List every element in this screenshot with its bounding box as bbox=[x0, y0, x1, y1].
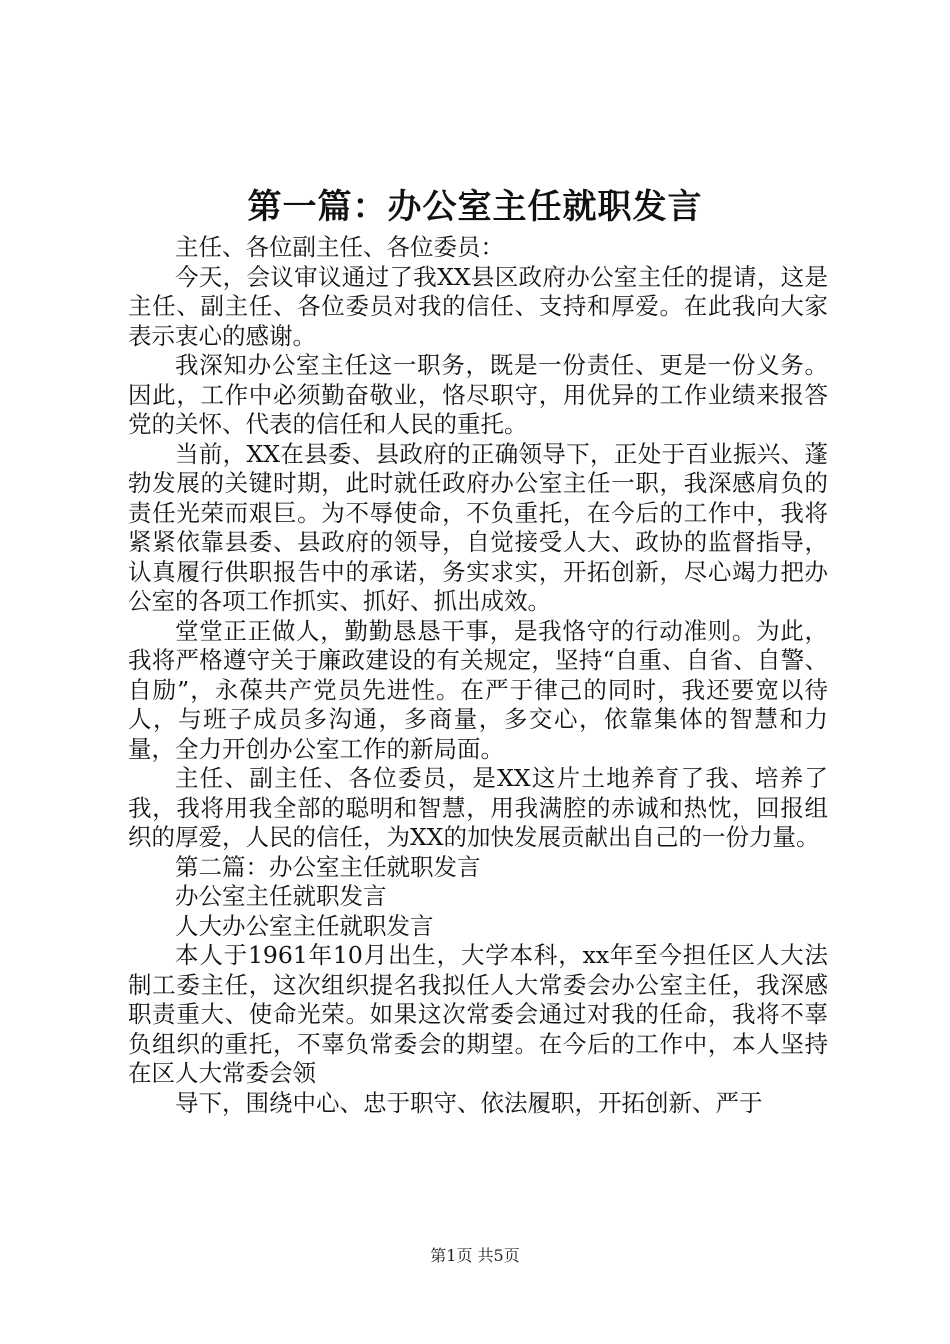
document-title: 第一篇：办公室主任就职发言 bbox=[247, 187, 703, 227]
body-paragraph: 主任、副主任、各位委员，是XX这片土地养育了我、培养了我，我将用我全部的聪明和智慧，用我满腔的赤诚和热忱，回报组织的厚爱，人民的信任，为XX的加快发展贡献出自己的一份力量。 bbox=[128, 764, 828, 851]
section-subheading: 人大办公室主任就职发言 bbox=[175, 911, 434, 940]
page-number-footer: 第1页 共5页 bbox=[430, 1246, 520, 1265]
body-paragraph: 导下，围绕中心、忠于职守、依法履职，开拓创新、严于 bbox=[175, 1088, 763, 1117]
section-heading: 第二篇：办公室主任就职发言 bbox=[175, 852, 481, 881]
salutation-paragraph: 主任、各位副主任、各位委员： bbox=[175, 233, 504, 261]
body-paragraph: 我深知办公室主任这一职务，既是一份责任、更是一份义务。因此，工作中必须勤奋敬业，恪尽职守，用优异的工作业绩来报答党的关怀、代表的信任和人民的重托。 bbox=[128, 351, 828, 438]
section-subheading: 办公室主任就职发言 bbox=[175, 882, 387, 910]
body-paragraph: 当前，XX在县委、县政府的正确领导下，正处于百业振兴、蓬勃发展的关键时期，此时就任政府办公室主任一职，我深感肩负的责任光荣而艰巨。为不辱使命，不负重托，在今后的工作中，我将紧紧依靠县委、县政府的领导，自觉接受人大、政协的监督指导，认真履行供职报告中的承诺，务实求实，开拓创新，尽心竭力把办公室的各项工作抓实、抓好、抓出成效。 bbox=[128, 439, 828, 615]
body-paragraph: 堂堂正正做人，勤勤恳恳干事，是我恪守的行动准则。为此，我将严格遵守关于廉政建设的有关规定，坚持“自重、自省、自警、自励”，永葆共产党员先进性。在严于律己的同时，我还要宽以待人，与班子成员多沟通，多商量，多交心，依靠集体的智慧和力量，全力开创办公室工作的新局面。 bbox=[128, 616, 828, 763]
document-body bbox=[128, 233, 828, 1118]
body-paragraph: 本人于1961年10月出生，大学本科，xx年至今担任区人大法制工委主任，这次组织提名我拟任人大常委会办公室主任，我深感职责重大、使命光荣。如果这次常委会通过对我的任命，我将不辜负组织的重托，不辜负常委会的期望。在今后的工作中，本人坚持在区人大常委会领 bbox=[128, 941, 828, 1087]
body-paragraph: 今天，会议审议通过了我XX县区政府办公室主任的提请，这是主任、副主任、各位委员对我的信任、支持和厚爱。在此我向大家表示衷心的感谢。 bbox=[128, 262, 828, 350]
